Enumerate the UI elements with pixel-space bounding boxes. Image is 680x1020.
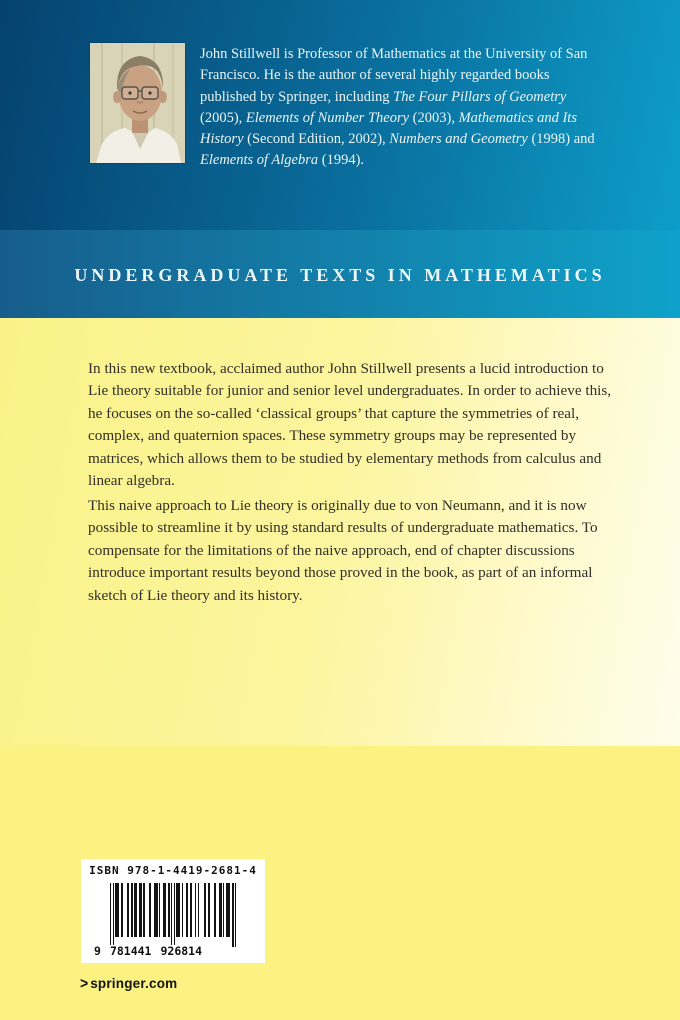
synopsis-paragraph-2: This naive approach to Lie theory is originally due to von Neumann, and it is now possible to streamline it by using standard results of undergraduate mathematics. To compensate for the limitations of the naive approach, end of chapter discussions introduce important results beyond those proved in the book, as part of an informal sketch of Lie theory and its history. [88, 497, 598, 604]
book-title-italic: Elements of Algebra [200, 152, 319, 169]
barcode-group1: 781441 [109, 944, 152, 958]
bio-text: (2005), [200, 109, 246, 126]
barcode-bar [235, 883, 236, 947]
book-title-italic: Elements of Number Theory [245, 109, 410, 126]
chevron-right-icon: > [80, 973, 89, 993]
author-portrait-image [90, 43, 185, 163]
bio-text: (Second Edition, 2002), [243, 131, 390, 148]
bio-text: (2003), [409, 109, 459, 126]
book-title-italic: Numbers and Geometry [389, 131, 528, 148]
synopsis-paragraph-1: In this new textbook, acclaimed author John Stillwell presents a lucid introduction to Lie theory suitable for junior and senior level undergraduates. In order to achieve this, he focuses on the so-called ‘classical groups’ that capture the symmetries of real, complex, and quaternion spaces. These symmetry groups may be represented by matrices, which allows them to be studied by elementary methods from calculus and linear algebra. [88, 360, 612, 490]
bio-text: John Stillwell is Professor of Mathematics at the University of San Francisco. He is the author of several highly regarded books published by Springer, including [200, 46, 588, 105]
publisher-footer [80, 975, 177, 991]
series-heading: UNDERGRADUATE TEXTS IN MATHEMATICS [74, 265, 606, 285]
book-title-italic: The Four Pillars of Geometry [393, 88, 567, 105]
barcode-digits [93, 945, 203, 958]
barcode-group2: 926814 [160, 944, 203, 958]
barcode-lead-digit: 9 [94, 944, 101, 958]
book-title-italic: Mathematics and Its History [200, 109, 577, 148]
author-bio [200, 44, 600, 172]
isbn-number: ISBN 978-1-4419-2681-4 [89, 864, 257, 877]
publisher-url: springer.com [90, 975, 178, 991]
barcode-bars [110, 883, 236, 947]
isbn-barcode [81, 859, 265, 963]
bio-text: (1994). [318, 152, 365, 169]
bio-text: (1998) and [527, 131, 595, 148]
author-portrait [90, 43, 185, 163]
